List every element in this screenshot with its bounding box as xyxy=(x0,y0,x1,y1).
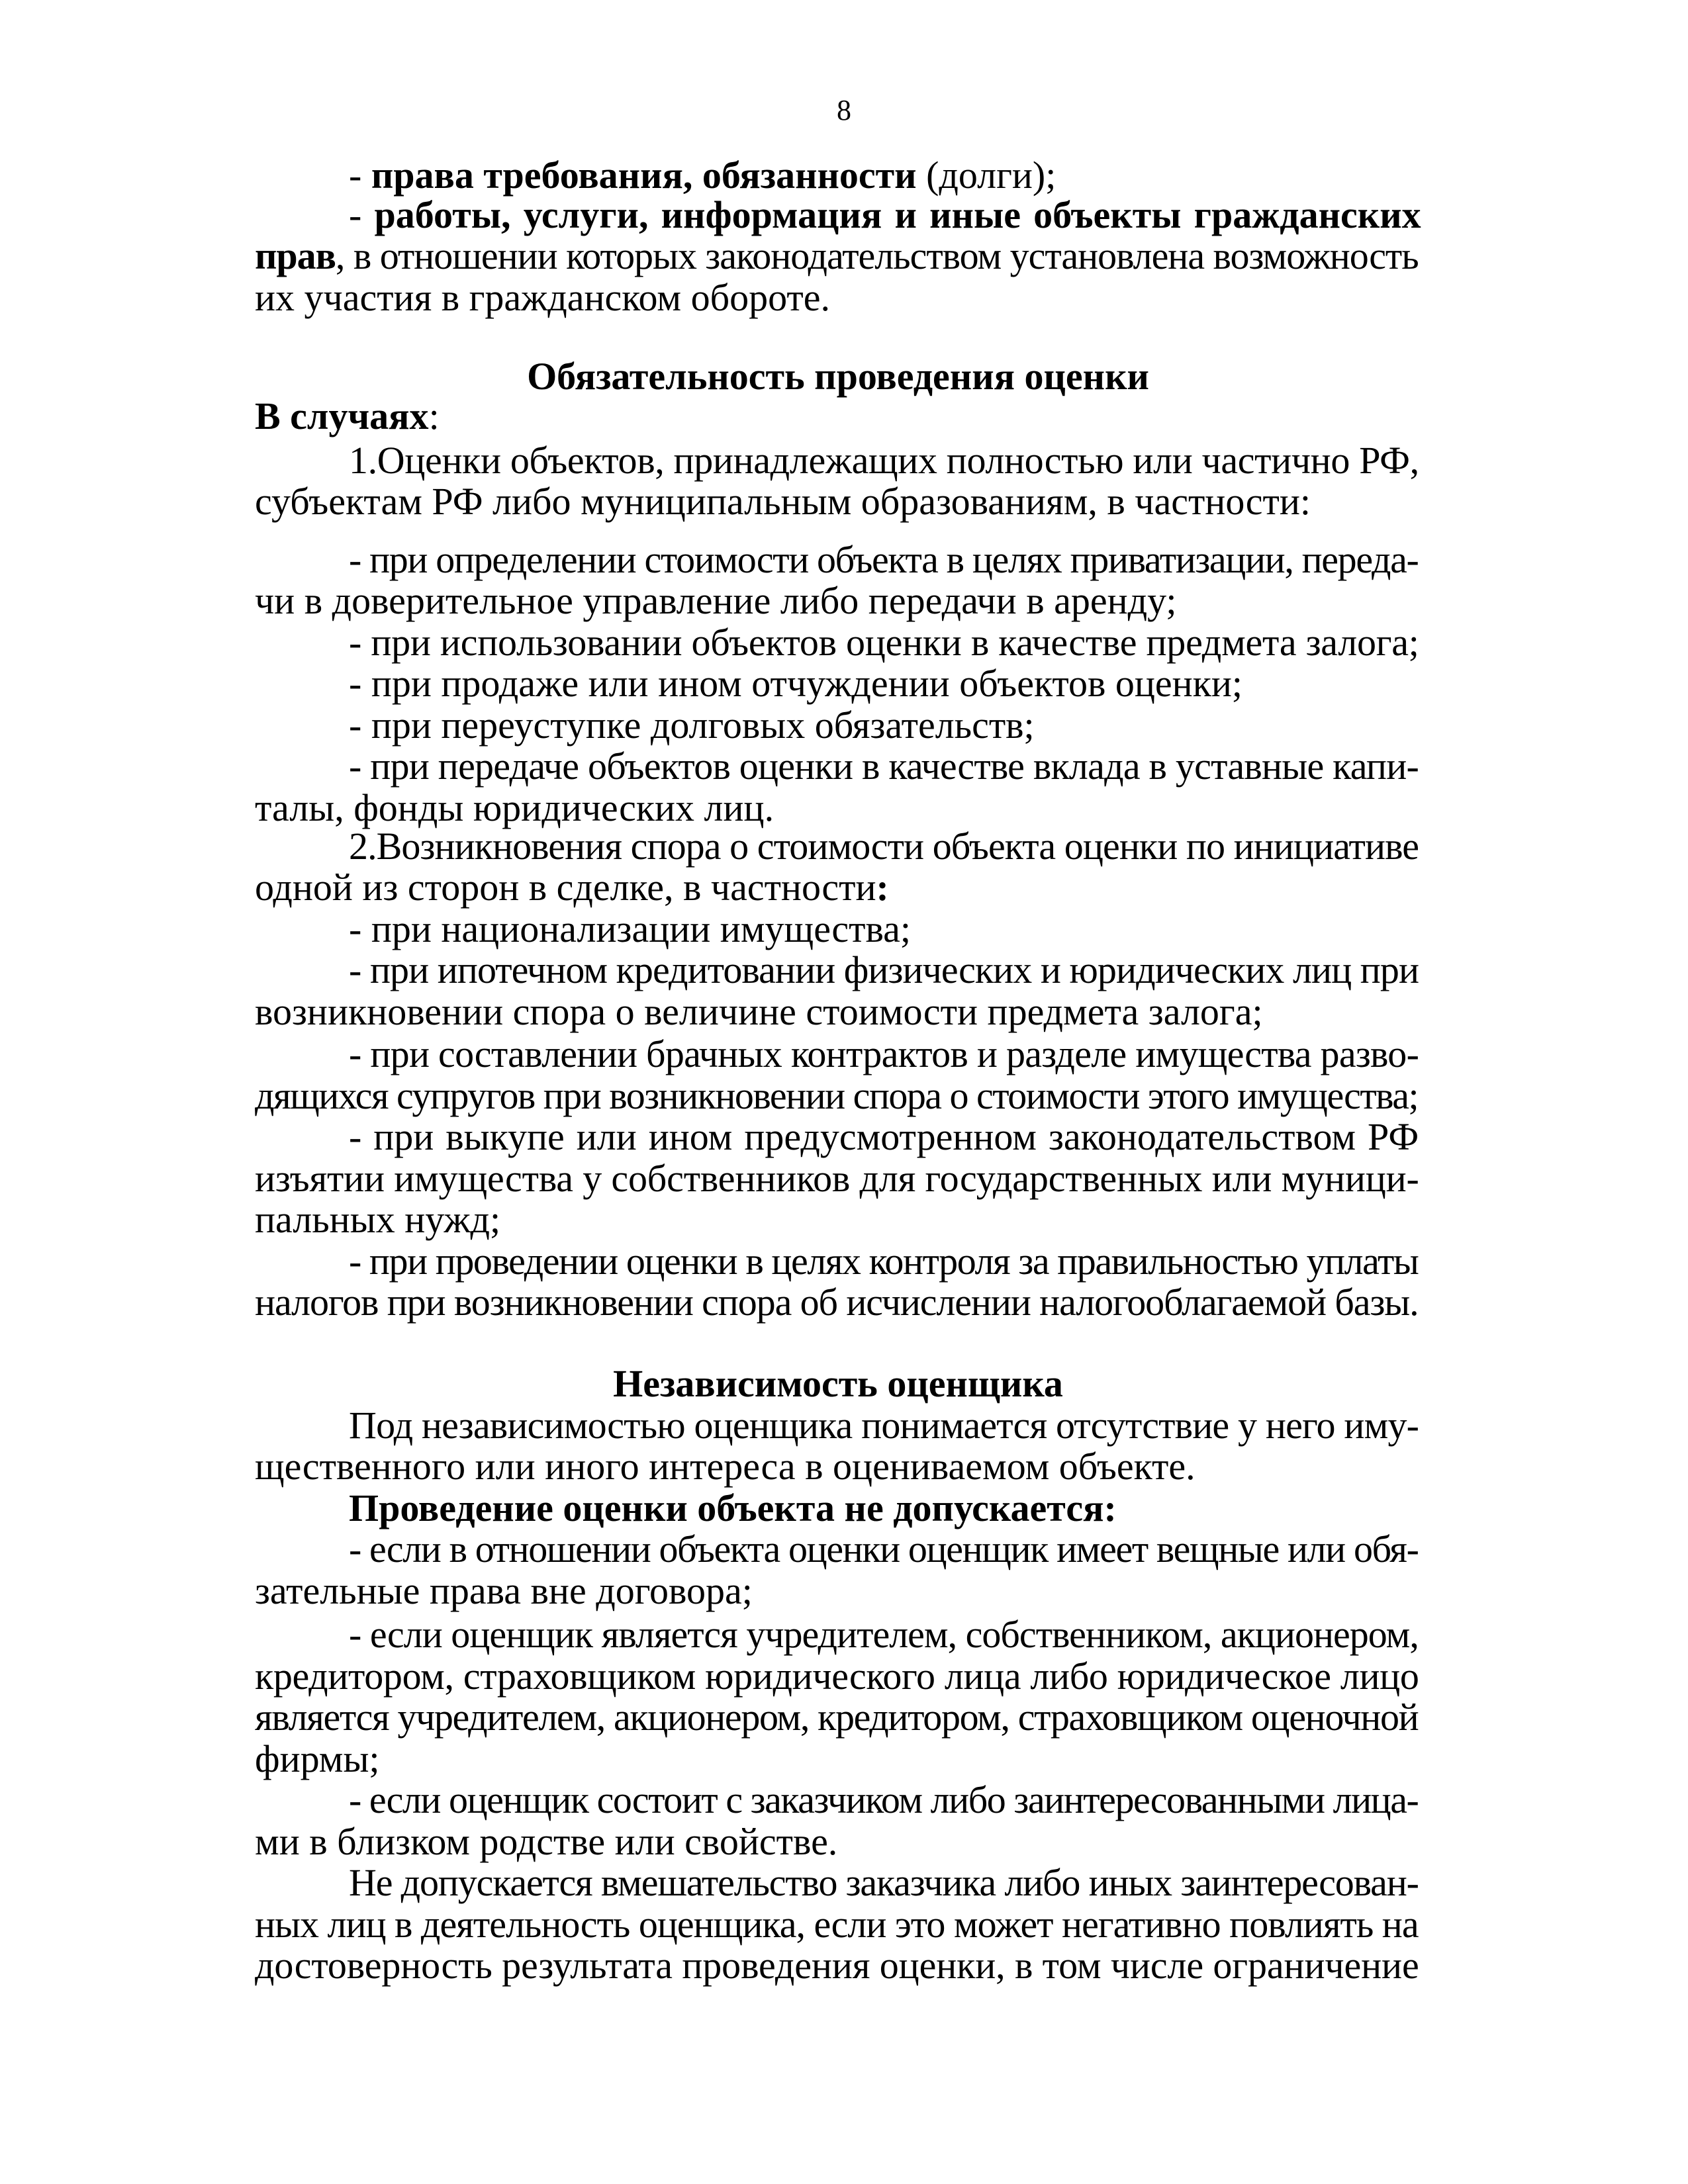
text: пальных нужд; xyxy=(255,1198,501,1242)
line-text xyxy=(255,1739,380,1780)
text-line xyxy=(255,1282,1421,1323)
line-text xyxy=(349,1614,1419,1655)
text-line xyxy=(255,788,1421,829)
text: изъятии имущества у собственников для государственных или муници- xyxy=(255,1156,1419,1200)
text-line xyxy=(349,1862,1421,1903)
bold-text: : xyxy=(876,866,889,909)
text-line xyxy=(349,1241,1421,1282)
text-line xyxy=(349,155,1421,196)
bold-text: В случаях xyxy=(255,394,429,438)
line-text xyxy=(255,481,1311,522)
line-text xyxy=(349,539,1418,580)
line-text xyxy=(349,826,1419,867)
text: - если в отношении объекта оценки оценщик имеет вещные или обя- xyxy=(349,1527,1419,1571)
text-line xyxy=(349,1034,1421,1075)
page-number: 8 xyxy=(837,94,851,126)
line-text xyxy=(349,1034,1419,1075)
text-line xyxy=(255,1697,1421,1738)
text: - если оценщик является учредителем, собственником, акционером, xyxy=(349,1613,1419,1657)
bold-text: Проведение оценки объекта не допускается: xyxy=(349,1486,1117,1529)
text-line xyxy=(349,622,1421,663)
line-text xyxy=(255,1656,1419,1697)
text: одной из сторон в сделке, в частности xyxy=(255,866,876,909)
line-text xyxy=(255,1570,753,1612)
text: - при выкупе или ином предусмотренном законодательством РФ xyxy=(349,1115,1419,1159)
bold-text: Независимость оценщика xyxy=(613,1362,1063,1406)
text: Под независимостью оценщика понимается отсутствие у него иму- xyxy=(349,1403,1419,1447)
text: 1.Оценки объектов, принадлежащих полностью или частично РФ, xyxy=(349,438,1419,482)
bold-text: работы, услуги, информация и иные объекты гражданских xyxy=(374,193,1421,236)
text: чи в доверительное управление либо передачи в аренду; xyxy=(255,579,1177,623)
line-text xyxy=(349,1488,1117,1529)
bold-text: права требования, обязанности xyxy=(371,153,917,197)
text-line xyxy=(349,539,1421,580)
text-line xyxy=(255,1158,1421,1199)
text-line xyxy=(255,1656,1421,1697)
text-line xyxy=(255,1446,1421,1487)
text: - при переуступке долговых обязательств; xyxy=(349,703,1035,747)
line-text xyxy=(255,1446,1196,1487)
text-line xyxy=(255,1821,1421,1862)
text: Не допускается вмешательство заказчика либо иных заинтересован- xyxy=(349,1861,1419,1905)
line-text xyxy=(349,705,1035,746)
text: 2.Возникновения спора о стоимости объекта оценки по инициативе xyxy=(349,824,1419,868)
line-text xyxy=(349,1116,1419,1158)
text: - при использовании объектов оценки в качестве предмета залога; xyxy=(349,620,1419,664)
line-text xyxy=(613,1363,1063,1404)
line-text xyxy=(255,1075,1418,1116)
text-line xyxy=(255,277,1421,318)
line-text xyxy=(349,1529,1419,1570)
text: - при определении стоимости объекта в целях приватизации, переда- xyxy=(349,537,1419,581)
line-text xyxy=(255,788,774,829)
text-line xyxy=(255,1199,1421,1240)
text-line xyxy=(349,663,1421,704)
section-heading xyxy=(255,356,1421,397)
text-line xyxy=(349,1116,1421,1158)
text-line xyxy=(349,1614,1421,1655)
text: - при составлении брачных контрактов и разделе имущества разво- xyxy=(349,1032,1419,1076)
line-text xyxy=(349,950,1419,991)
text: - если оценщик состоит с заказчиком либо заинтересованными лица- xyxy=(349,1778,1419,1822)
text-line xyxy=(349,1780,1421,1821)
line-text xyxy=(349,1241,1418,1282)
line-text xyxy=(255,580,1176,621)
text-line xyxy=(349,1488,1421,1529)
text-line xyxy=(255,396,1421,437)
text: субъектам РФ либо муниципальным образованиям, в частности: xyxy=(255,480,1311,523)
text-line xyxy=(349,909,1421,950)
text-line xyxy=(255,236,1421,277)
text-line xyxy=(349,950,1421,991)
text: дящихся супругов при возникновении спора о стоимости этого имущества; xyxy=(255,1073,1419,1117)
text: - при ипотечном кредитовании физических и юридических лиц при xyxy=(349,948,1419,992)
text-line xyxy=(255,481,1421,522)
line-text xyxy=(349,1405,1419,1446)
line-text xyxy=(255,1282,1419,1323)
text: ми в близком родстве или свойстве. xyxy=(255,1819,838,1863)
line-text xyxy=(349,622,1419,663)
text: ных лиц в деятельность оценщика, если это может негативно повлиять на xyxy=(255,1902,1419,1946)
line-text xyxy=(349,155,1056,196)
line-text xyxy=(255,396,440,437)
text-line xyxy=(255,1570,1421,1612)
text: - при передаче объектов оценки в качестве вклада в уставные капи- xyxy=(349,745,1419,788)
text: - xyxy=(349,153,371,197)
text-line xyxy=(255,1904,1421,1945)
line-text xyxy=(255,277,830,318)
text-line xyxy=(349,440,1421,481)
text: (долги); xyxy=(916,153,1056,197)
text-line xyxy=(349,1405,1421,1446)
text-line xyxy=(349,826,1421,867)
text: достоверность результата проведения оценки, в том числе ограничение xyxy=(255,1944,1419,1987)
text: талы, фонды юридических лиц. xyxy=(255,786,774,829)
text: является учредителем, акционером, кредитором, страховщиком оценочной xyxy=(255,1696,1419,1739)
text-line xyxy=(349,746,1421,787)
line-text xyxy=(255,1199,500,1240)
text: - xyxy=(349,193,375,236)
text: налогов при возникновении спора об исчислении налогооблагаемой базы. xyxy=(255,1281,1419,1324)
line-text xyxy=(255,867,889,908)
line-text xyxy=(349,1862,1419,1903)
text: - при национализации имущества; xyxy=(349,907,911,950)
line-text xyxy=(255,1158,1419,1199)
line-text xyxy=(527,356,1149,397)
line-text xyxy=(349,663,1243,704)
line-text xyxy=(349,1780,1418,1821)
text-line xyxy=(255,1739,1421,1780)
text-line xyxy=(255,580,1421,621)
line-text xyxy=(349,909,911,950)
line-text xyxy=(255,1945,1419,1986)
text: фирмы; xyxy=(255,1737,380,1780)
line-text xyxy=(349,440,1419,481)
text: кредитором, страховщиком юридического лица либо юридическое лицо xyxy=(255,1654,1419,1698)
line-text xyxy=(255,236,1419,277)
bold-text: Обязательность проведения оценки xyxy=(527,354,1149,398)
text-line xyxy=(255,867,1421,908)
text: : xyxy=(428,394,440,438)
line-text xyxy=(349,195,1421,236)
text-line xyxy=(349,195,1421,236)
line-text xyxy=(255,1904,1419,1945)
line-text xyxy=(349,746,1419,787)
line-text xyxy=(255,991,1263,1032)
bold-text: прав xyxy=(255,234,336,278)
line-text xyxy=(255,1821,837,1862)
text: - при продаже или ином отчуждении объектов оценки; xyxy=(349,662,1243,705)
text: , в отношении которых законодательством установлена возможность xyxy=(335,234,1419,278)
text: возникновении спора о величине стоимости предмета залога; xyxy=(255,989,1263,1033)
text-line xyxy=(255,1945,1421,1986)
text-line xyxy=(349,1529,1421,1570)
line-text xyxy=(255,1697,1418,1738)
section-heading xyxy=(255,1363,1421,1404)
text-line xyxy=(349,705,1421,746)
text: зательные права вне договора; xyxy=(255,1569,753,1612)
text: их участия в гражданском обороте. xyxy=(255,275,830,319)
text: щественного или иного интереса в оцениваемом объекте. xyxy=(255,1445,1196,1488)
text-line xyxy=(255,1075,1421,1116)
text: - при проведении оценки в целях контроля за правильностью уплаты xyxy=(349,1239,1419,1283)
text-line xyxy=(255,991,1421,1032)
